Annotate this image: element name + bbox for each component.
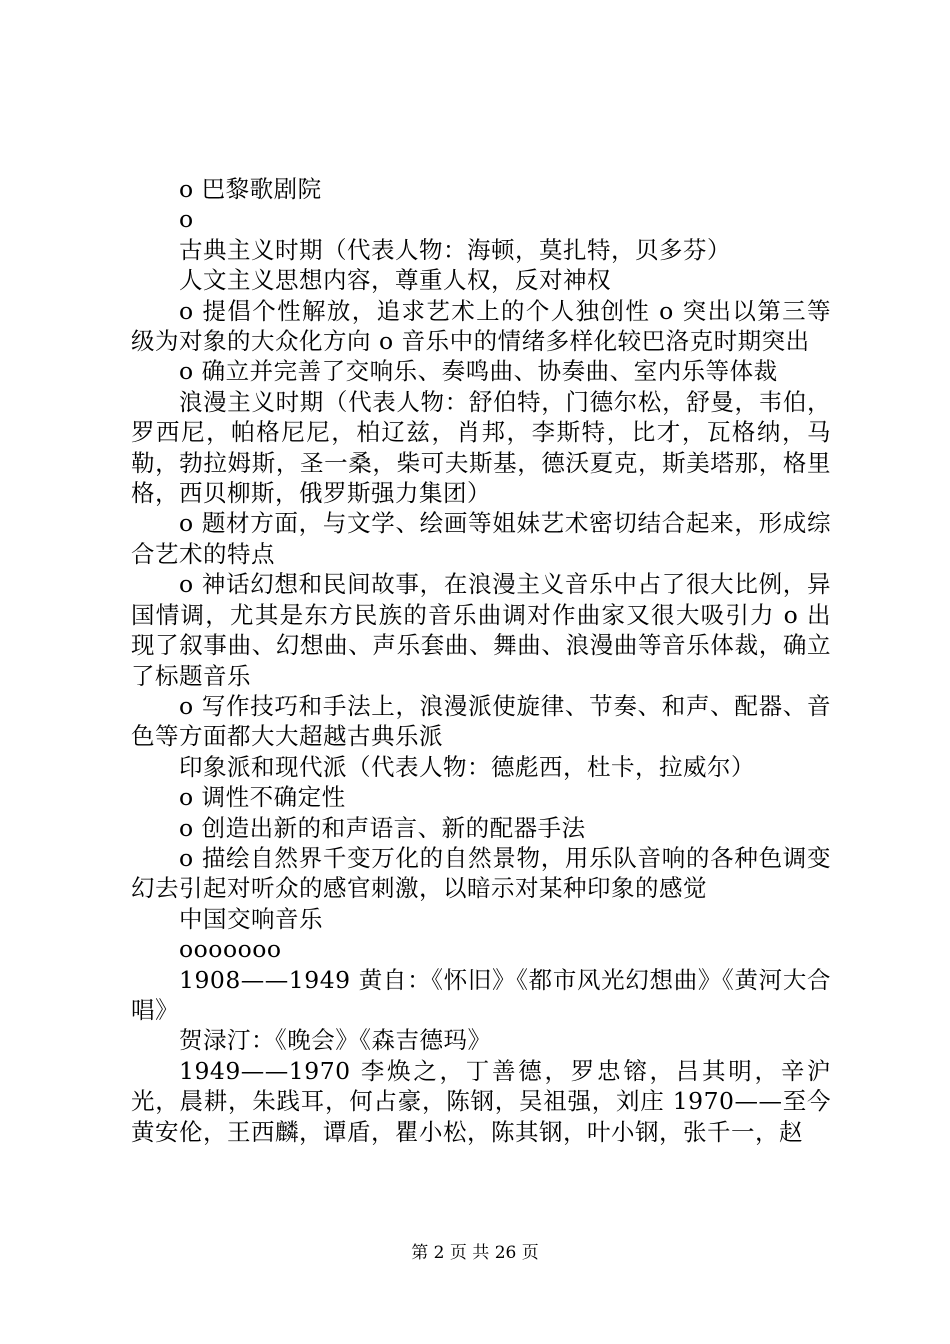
paragraph: 浪漫主义时期（代表人物：舒伯特，门德尔松，舒曼，韦伯，罗西尼，帕格尼尼，柏辽兹，肖邦，李斯特，比才，瓦格纳，马勒，勃拉姆斯，圣一桑，柴可夫斯基，德沃夏克，斯美塔那，格里格，西贝柳斯，俄罗斯强力集团） [131,387,831,508]
paragraph: o 描绘自然界千变万化的自然景物，用乐队音响的各种色调变幻去引起对听众的感官刺激，以暗示对某种印象的感觉 [131,843,831,903]
paragraph: o 提倡个性解放，追求艺术上的个人独创性 o 突出以第三等级为对象的大众化方向 o 音乐中的情绪多样化较巴洛克时期突出 [131,296,831,356]
paragraph: 1908——1949 黄自：《怀旧》《都市风光幻想曲》《黄河大合唱》 [131,965,831,1024]
paragraph: 古典主义时期（代表人物：海顿，莫扎特，贝多芬） [179,235,731,264]
paragraph: o 神话幻想和民间故事，在浪漫主义音乐中占了很大比例，异国情调，尤其是东方民族的音乐曲调对作曲家又很大吸引力 o 出现了叙事曲、幻想曲、声乐套曲、舞曲、浪漫曲等音乐体裁，确立了标题音乐 [131,570,831,690]
paragraph: o 创造出新的和声语言、新的配器手法 [179,813,586,842]
paragraph: 印象派和现代派（代表人物：德彪西，杜卡，拉威尔） [179,752,755,781]
paragraph: 1949——1970 李焕之，丁善德，罗忠镕，吕其明，辛沪光，晨耕，朱践耳，何占豪，陈钢，吴祖强，刘庄 1970——至今黄安伦，王西麟，谭盾，瞿小松，陈其钢，叶小钢，张千一，赵 [131,1056,831,1146]
paragraph: o 确立并完善了交响乐、奏鸣曲、协奏曲、室内乐等体裁 [179,357,778,386]
paragraph: 中国交响音乐 [179,904,323,933]
paragraph: o 调性不确定性 [179,783,346,812]
paragraph: o 巴黎歌剧院 [179,175,322,203]
paragraph: o 写作技巧和手法上，浪漫派使旋律、节奏、和声、配器、音色等方面都大大超越古典乐派 [131,691,831,751]
body-text [131,174,831,1147]
paragraph: o 题材方面，与文学、绘画等姐妹艺术密切结合起来，形成综合艺术的特点 [131,509,831,568]
paragraph: ooooooo [179,935,282,964]
paragraph: o [179,205,194,234]
paragraph: 贺渌汀：《晚会》《森吉德玛》 [179,1026,492,1055]
page-number-footer: 第 2 页 共 26 页 [411,1243,539,1263]
paragraph: 人文主义思想内容，尊重人权，反对神权 [179,266,611,295]
